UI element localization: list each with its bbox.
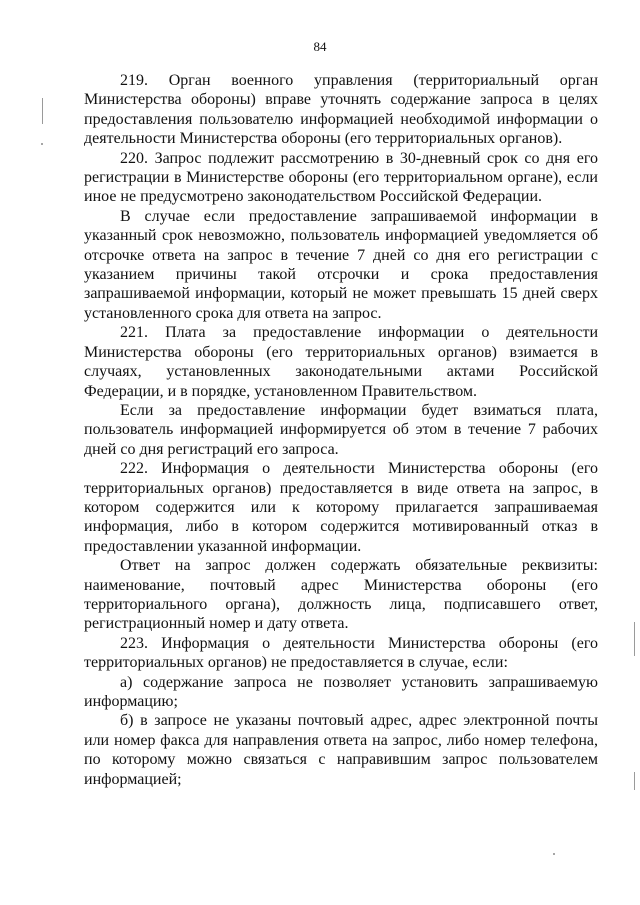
list-item-a: а) содержание запроса не позволяет установить запрашиваемую информацию; bbox=[84, 673, 598, 710]
paragraph-223: 223. Информация о деятельности Министерства обороны (его территориальных органов) не предоставляется в случае, если: bbox=[84, 634, 598, 672]
scan-artifact-left bbox=[42, 98, 43, 124]
list-item-b: б) в запросе не указаны почтовый адрес, адрес электронной почты или номер факса для направления ответа на запрос, либо номер телефона, по которому можно связаться с направившим запрос пользователем информацией; bbox=[84, 712, 598, 788]
document-body bbox=[84, 71, 598, 789]
paragraph-221-fee-notice: Если за предоставление информации будет взиматься плата, пользователь информацией информируется об этом в течение 7 рабочих дней со дня регистраций его запроса. bbox=[84, 401, 598, 458]
scan-artifact-right bbox=[634, 772, 635, 790]
paragraph-222-requisites: Ответ на запрос должен содержать обязательные реквизиты: наименование, почтовый адрес Министерства обороны (его территориального органа), должность лица, подписавшего ответ, регистрационный номер и дату ответа. bbox=[84, 557, 598, 633]
scan-artifact-dot bbox=[553, 853, 555, 855]
scan-artifact-right bbox=[634, 622, 635, 656]
paragraph-222: 222. Информация о деятельности Министерства обороны (его территориальных органов) предоставляется в виде ответа на запрос, в котором содержится или к которому прилагается запрашиваемая информация, либо в котором содержится мотивированный отказ в предоставлении указанной информации. bbox=[84, 460, 598, 555]
paragraph-220-deferral: В случае если предоставление запрашиваемой информации в указанный срок невозможно, пользователь информацией уведомляется об отсрочке ответа на запрос в течение 7 дней со дня его регистрации с указанием причины такой отсрочки и срока предоставления запрашиваемой информации, который не может превышать 15 дней сверх установленного срока для ответа на запрос. bbox=[84, 207, 598, 322]
paragraph-221: 221. Плата за предоставление информации о деятельности Министерства обороны (его территориальных органов) взимается в случаях, установленных законодательными актами Российской Федерации, и в порядке, установленном Правительством. bbox=[84, 324, 598, 400]
paragraph-220: 220. Запрос подлежит рассмотрению в 30-дневный срок со дня его регистрации в Министерстве обороны (его территориальном органе), если иное не предусмотрено законодательством Российской Федерации. bbox=[84, 149, 598, 206]
paragraph-219: 219. Орган военного управления (территориальный орган Министерства обороны) вправе уточнять содержание запроса в целях предоставления пользователю информацией необходимой информации о деятельности Министерства обороны (его территориальных органов). bbox=[84, 72, 598, 148]
scan-artifact-dot bbox=[41, 143, 43, 145]
page-number: 84 bbox=[313, 39, 327, 54]
